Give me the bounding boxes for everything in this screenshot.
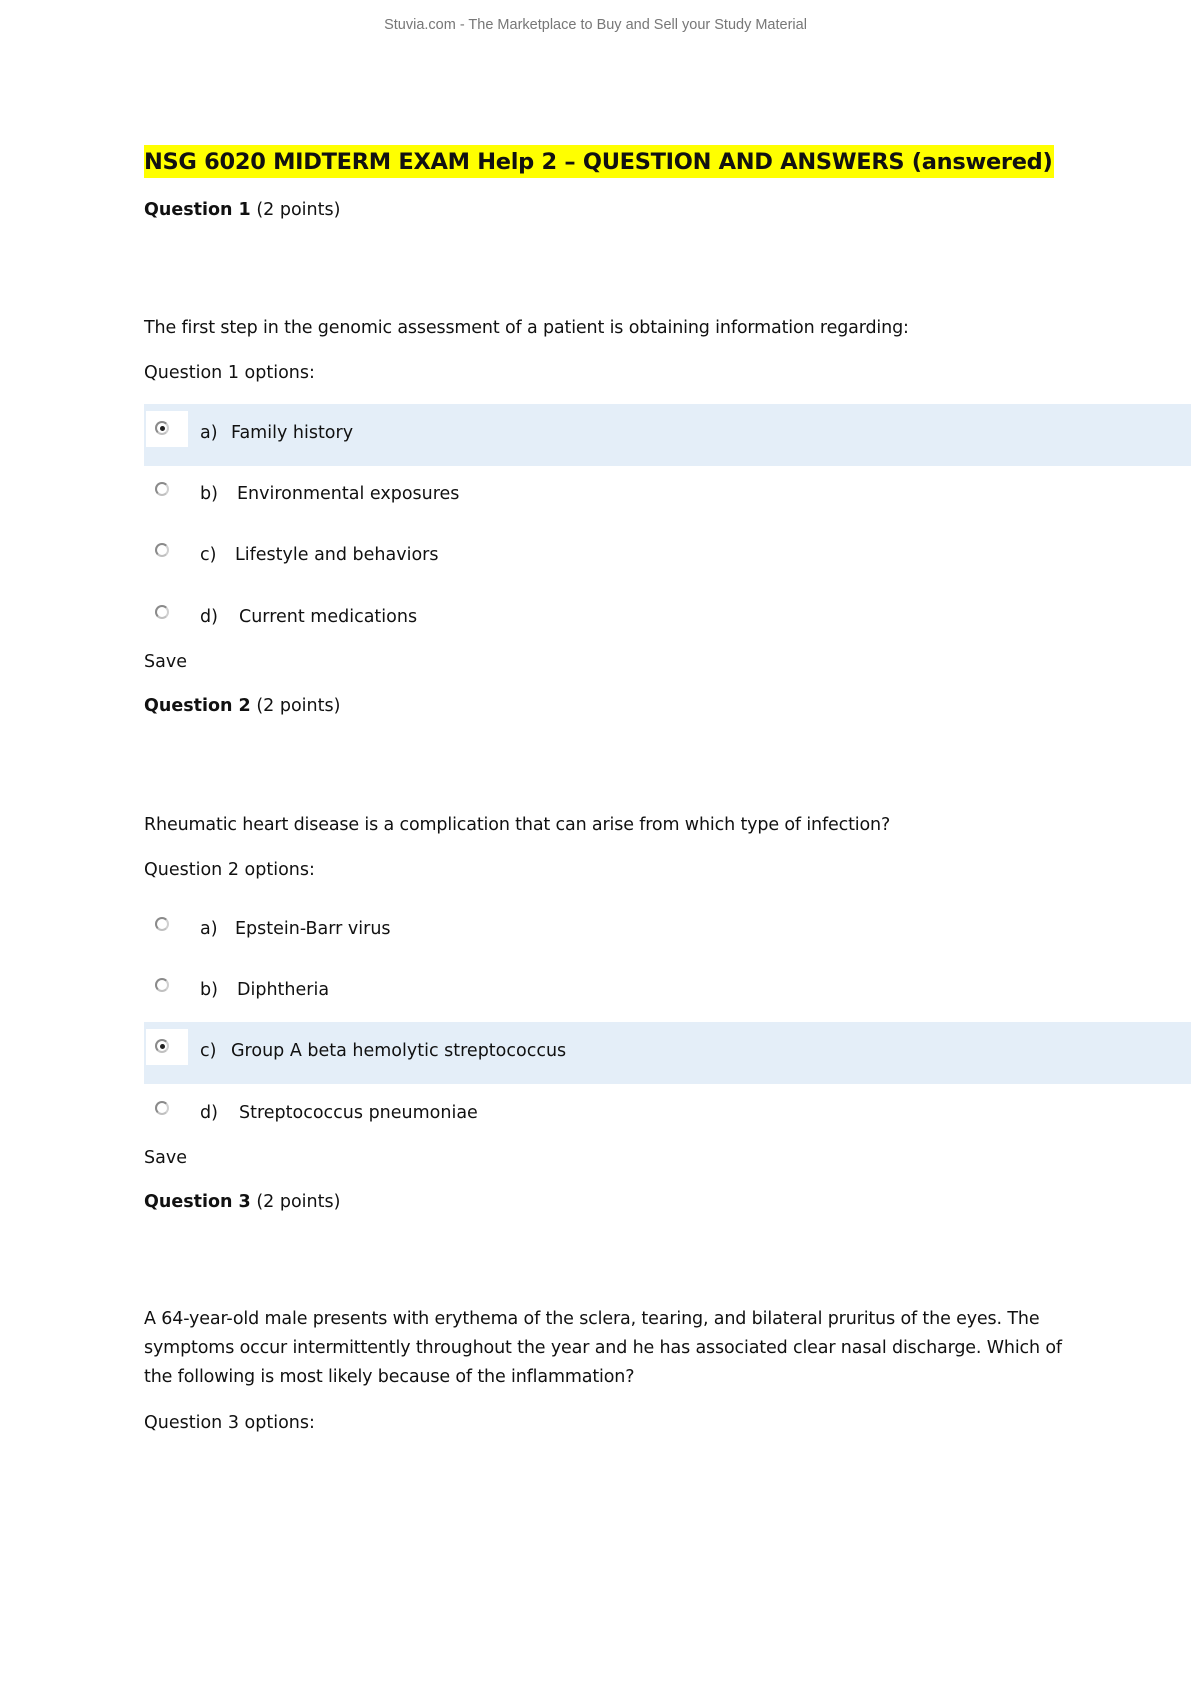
- question-3-options-label: Question 3 options:: [144, 1413, 315, 1433]
- option-text: Group A beta hemolytic streptococcus: [231, 1041, 567, 1061]
- option-letter: c): [200, 1041, 217, 1061]
- question-2-save-button[interactable]: Save: [144, 1148, 187, 1168]
- page-title: NSG 6020 MIDTERM EXAM Help 2 – QUESTION AND ANSWERS (answered): [144, 145, 1054, 178]
- question-2-points: (2 points): [256, 696, 341, 716]
- radio-button-icon[interactable]: [155, 421, 169, 435]
- question-1-points: (2 points): [256, 200, 341, 220]
- question-1-options-label: Question 1 options:: [144, 363, 315, 383]
- question-3-points: (2 points): [256, 1192, 341, 1212]
- question-3-label: Question 3: [144, 1192, 251, 1212]
- option-letter: d): [200, 607, 218, 627]
- option-letter: a): [200, 919, 218, 939]
- question-2-option-d[interactable]: [144, 1084, 1191, 1146]
- question-1-option-c[interactable]: [144, 526, 1191, 588]
- option-letter: b): [200, 484, 218, 504]
- radio-button-icon[interactable]: [155, 1039, 169, 1053]
- option-text: Lifestyle and behaviors: [235, 545, 439, 565]
- option-letter: a): [200, 423, 218, 443]
- question-2-text: Rheumatic heart disease is a complication that can arise from which type of infection?: [144, 815, 891, 835]
- option-text: Family history: [231, 423, 354, 443]
- radio-button-icon[interactable]: [155, 978, 169, 992]
- option-letter: c): [200, 545, 217, 565]
- question-2-header: [144, 696, 340, 716]
- question-1-text: The first step in the genomic assessment of a patient is obtaining information regarding:: [144, 318, 909, 338]
- radio-button-icon[interactable]: [155, 605, 169, 619]
- question-1-option-a[interactable]: [144, 404, 1191, 466]
- option-letter: d): [200, 1103, 218, 1123]
- radio-button-icon[interactable]: [155, 917, 169, 931]
- option-text: Environmental exposures: [237, 484, 460, 504]
- question-1-option-d[interactable]: [144, 588, 1191, 650]
- radio-button-icon[interactable]: [155, 1101, 169, 1115]
- question-1-label: Question 1: [144, 200, 251, 220]
- radio-button-icon[interactable]: [155, 543, 169, 557]
- option-text: Current medications: [239, 607, 418, 627]
- radio-button-icon[interactable]: [155, 482, 169, 496]
- question-3-header: [144, 1192, 340, 1212]
- question-2-options-label: Question 2 options:: [144, 860, 315, 880]
- option-text: Epstein-Barr virus: [235, 919, 391, 939]
- question-2-option-c[interactable]: [144, 1022, 1191, 1084]
- question-3-text: A 64-year-old male presents with erythema of the sclera, tearing, and bilateral pruritus of the eyes. The symptoms occur intermittently throughout the year and he has associated clear nasal discharge. Which of the following is most likely because of the inflammation?: [144, 1309, 1062, 1387]
- option-text: Streptococcus pneumoniae: [239, 1103, 478, 1123]
- site-banner: Stuvia.com - The Marketplace to Buy and Sell your Study Material: [384, 17, 807, 33]
- question-1-save-button[interactable]: Save: [144, 652, 187, 672]
- option-letter: b): [200, 980, 218, 1000]
- option-text: Diphtheria: [237, 980, 330, 1000]
- question-2-option-b[interactable]: [144, 961, 1191, 1023]
- question-2-option-a[interactable]: [144, 900, 1191, 962]
- question-2-label: Question 2: [144, 696, 251, 716]
- question-1-option-b[interactable]: [144, 465, 1191, 527]
- question-1-header: [144, 200, 340, 220]
